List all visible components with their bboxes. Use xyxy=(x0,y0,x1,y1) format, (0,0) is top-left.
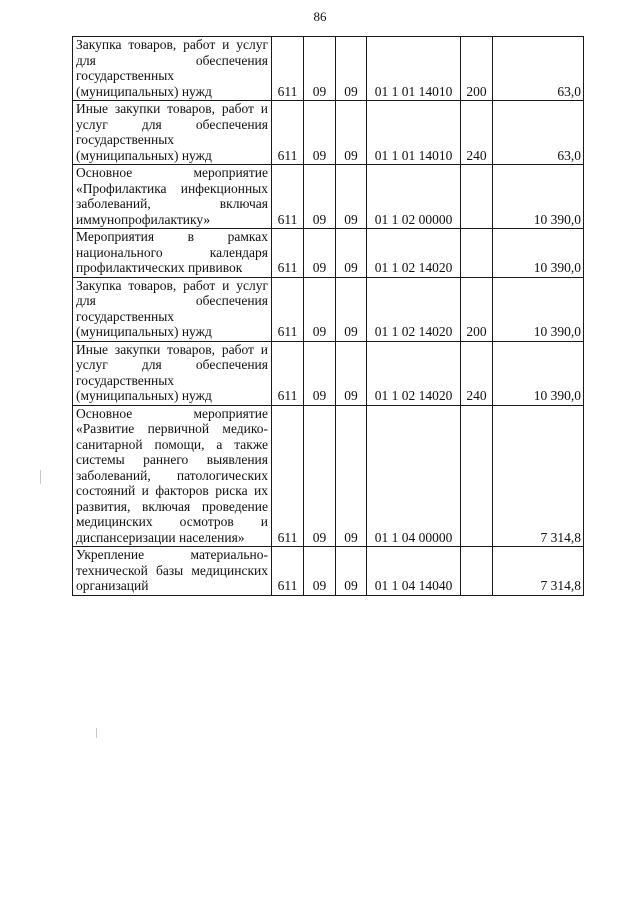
page-number: 86 xyxy=(313,9,327,24)
cell-amount: 10 390,0 xyxy=(493,277,584,341)
cell-target-article: 01 1 02 00000 xyxy=(367,165,461,229)
cell-amount: 63,0 xyxy=(493,101,584,165)
cell-target-article: 01 1 04 00000 xyxy=(367,405,461,547)
cell-expense-type: 200 xyxy=(461,277,493,341)
budget-table xyxy=(72,36,584,596)
cell-subsection-code: 09 xyxy=(336,165,367,229)
cell-section-code: 09 xyxy=(304,37,336,101)
cell-expense-type xyxy=(461,165,493,229)
scan-artifact xyxy=(40,470,41,484)
table-row xyxy=(73,229,584,278)
cell-expense-type xyxy=(461,405,493,547)
cell-name: Закупка товаров, работ и услуг для обеспечения государственных (муниципальных) нужд xyxy=(73,277,272,341)
cell-expense-type: 200 xyxy=(461,37,493,101)
cell-name: Основное мероприятие «Развитие первичной медико-санитарной помощи, а также системы раннего выявления заболеваний, патологических состояний и факторов риска их развития, включая проведение медицинских осмотров и диспансеризации населения» xyxy=(73,405,272,547)
cell-section-code: 09 xyxy=(304,405,336,547)
cell-target-article: 01 1 02 14020 xyxy=(367,277,461,341)
cell-section-code: 09 xyxy=(304,277,336,341)
table-row xyxy=(73,165,584,229)
table-row xyxy=(73,101,584,165)
cell-name: Мероприятия в рамках национального календаря профилактических прививок xyxy=(73,229,272,278)
cell-section-code: 09 xyxy=(304,341,336,405)
cell-target-article: 01 1 01 14010 xyxy=(367,37,461,101)
cell-amount: 7 314,8 xyxy=(493,405,584,547)
cell-expense-type: 240 xyxy=(461,101,493,165)
cell-ministry-code: 611 xyxy=(272,229,304,278)
cell-subsection-code: 09 xyxy=(336,101,367,165)
table-row xyxy=(73,341,584,405)
cell-amount: 7 314,8 xyxy=(493,547,584,596)
cell-ministry-code: 611 xyxy=(272,165,304,229)
cell-name: Закупка товаров, работ и услуг для обеспечения государственных (муниципальных) нужд xyxy=(73,37,272,101)
cell-ministry-code: 611 xyxy=(272,37,304,101)
cell-target-article: 01 1 04 14040 xyxy=(367,547,461,596)
table-row xyxy=(73,547,584,596)
cell-expense-type xyxy=(461,229,493,278)
scan-artifact xyxy=(96,728,97,738)
cell-expense-type xyxy=(461,547,493,596)
table-body xyxy=(73,37,584,596)
cell-target-article: 01 1 02 14020 xyxy=(367,229,461,278)
cell-subsection-code: 09 xyxy=(336,229,367,278)
cell-amount: 63,0 xyxy=(493,37,584,101)
cell-subsection-code: 09 xyxy=(336,341,367,405)
table-row xyxy=(73,277,584,341)
cell-section-code: 09 xyxy=(304,547,336,596)
cell-section-code: 09 xyxy=(304,165,336,229)
cell-amount: 10 390,0 xyxy=(493,341,584,405)
cell-name: Иные закупки товаров, работ и услуг для обеспечения государственных (муниципальных) нужд xyxy=(73,341,272,405)
cell-section-code: 09 xyxy=(304,229,336,278)
cell-subsection-code: 09 xyxy=(336,547,367,596)
cell-ministry-code: 611 xyxy=(272,101,304,165)
cell-subsection-code: 09 xyxy=(336,277,367,341)
cell-target-article: 01 1 02 14020 xyxy=(367,341,461,405)
cell-amount: 10 390,0 xyxy=(493,229,584,278)
cell-ministry-code: 611 xyxy=(272,547,304,596)
table-row xyxy=(73,37,584,101)
cell-name: Иные закупки товаров, работ и услуг для обеспечения государственных (муниципальных) нужд xyxy=(73,101,272,165)
cell-ministry-code: 611 xyxy=(272,277,304,341)
cell-ministry-code: 611 xyxy=(272,341,304,405)
table-row xyxy=(73,405,584,547)
cell-amount: 10 390,0 xyxy=(493,165,584,229)
cell-target-article: 01 1 01 14010 xyxy=(367,101,461,165)
cell-ministry-code: 611 xyxy=(272,405,304,547)
cell-name: Основное мероприятие «Профилактика инфекционных заболеваний, включая иммунопрофилактику» xyxy=(73,165,272,229)
cell-name: Укрепление материально-технической базы медицинских организаций xyxy=(73,547,272,596)
cell-subsection-code: 09 xyxy=(336,37,367,101)
cell-section-code: 09 xyxy=(304,101,336,165)
cell-expense-type: 240 xyxy=(461,341,493,405)
cell-subsection-code: 09 xyxy=(336,405,367,547)
